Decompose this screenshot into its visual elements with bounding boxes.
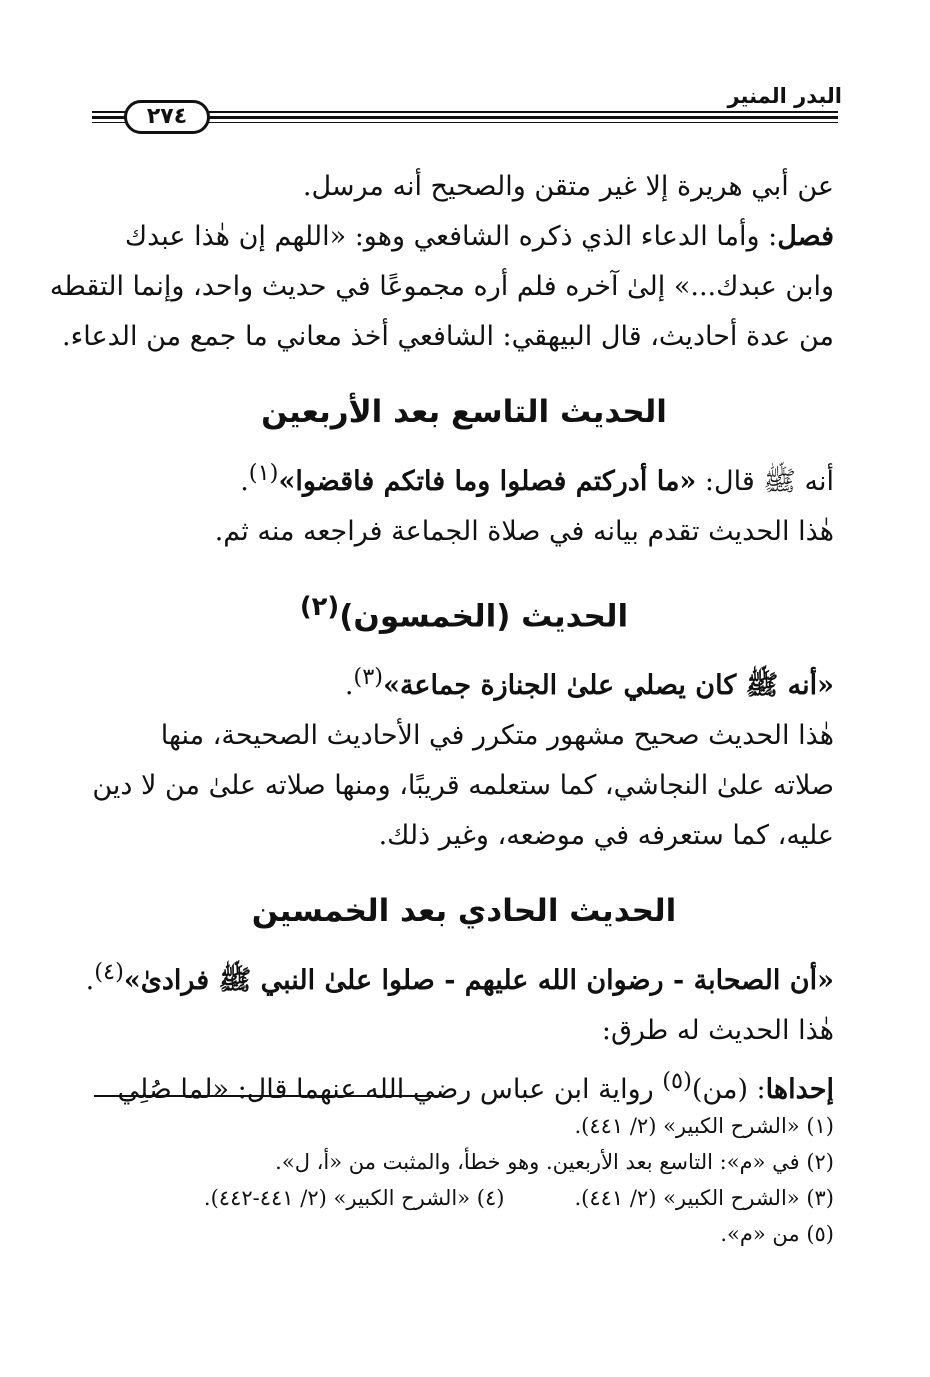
text-line: [94, 212, 834, 262]
text-line: وابن عبدك...» إلىٰ آخره فلم أره مجموعًا في حديث واحد، وإنما التقطه: [49, 271, 834, 302]
section-label: فصل: [777, 221, 834, 252]
footnote-row: [94, 1180, 834, 1216]
page-number-badge: ٢٧٤: [124, 100, 210, 134]
footnote-ref: (٥): [662, 1068, 692, 1095]
text-run: : وأما الدعاء الذي ذكره الشافعي وهو: «اللهم إن هٰذا عبدك: [124, 221, 778, 252]
hadith-quote: «أنه ﷺ كان يصلي علىٰ الجنازة جماعة»: [383, 670, 834, 702]
text-line: هٰذا الحديث صحيح مشهور متكرر في الأحاديث الصحيحة، منها: [160, 720, 834, 752]
running-header-title: البدر المنير: [727, 84, 842, 108]
footnote-ref: (١): [248, 460, 279, 486]
text-line: «أن الصحابة - رضوان الله عليهم - صلوا علىٰ النبي ﷺ فرادىٰ»$^{(٤)}$.: [85, 959, 834, 997]
text-line: أنه ﷺ قال: «ما أدركتم فصلوا وما فاتكم فاقضوا»$^{(١)}$.: [240, 460, 834, 497]
paragraph: [94, 652, 834, 861]
footnote: (٣) «الشرح الكبير» (٢/ ٤٤١).: [574, 1186, 834, 1210]
footnote: (٥) من «م».: [720, 1222, 834, 1246]
text-line: هٰذا الحديث له طرق:: [601, 1015, 834, 1047]
footnote-ref: (٣): [353, 664, 384, 691]
text-line: «أنه ﷺ كان يصلي علىٰ الجنازة جماعة»$^{(٣)}$.: [344, 664, 834, 702]
footnote: (١) «الشرح الكبير» (٢/ ٤٤١).: [574, 1114, 834, 1138]
paragraph: [49, 162, 834, 362]
hadith-quote: «أن الصحابة - رضوان الله عليهم - صلوا علىٰ النبي ﷺ فرادىٰ»: [123, 965, 834, 997]
footnote-separator: [94, 1095, 444, 1097]
text-line: [94, 1056, 834, 1115]
footnotes: [94, 1108, 834, 1252]
footnote-ref: (٤): [94, 959, 124, 986]
text-line: من عدة أحاديث، قال البيهقي: الشافعي أخذ معاني ما جمع من الدعاء.: [62, 321, 834, 352]
hadith-quote: «ما أدركتم فصلوا وما فاتكم فاقضوا»: [278, 466, 697, 497]
text-line: صلاته علىٰ النجاشي، كما ستعلمه قريبًا، ومنها صلاته علىٰ من لا دين: [92, 770, 834, 802]
main-text: [49, 162, 834, 1115]
section-heading: [94, 579, 834, 644]
text-run: رواية ابن عباس رضي الله عنهما قال: «لما صُلِي: [117, 1074, 663, 1106]
paragraph: [85, 947, 834, 1115]
footnote-ref: (٢): [299, 592, 340, 622]
section-heading: الحديث التاسع بعد الأربعين: [261, 394, 667, 430]
text-line: عن أبي هريرة إلا غير متقن والصحيح أنه مرسل.: [302, 171, 834, 202]
heading-text: الحديث (الخمسون): [339, 598, 629, 635]
section-heading: الحديث الحادي بعد الخمسين: [251, 893, 677, 930]
text-line: عليه، كما ستعرفه في موضعه، وغير ذلك.: [378, 820, 834, 852]
section-label: إحداها: [765, 1074, 834, 1106]
text-run: : (من): [691, 1074, 766, 1106]
paragraph: [94, 448, 834, 557]
footnote: (٤) «الشرح الكبير» (٢/ ٤٤١-٤٤٢).: [203, 1186, 505, 1210]
text-run: أنه ﷺ قال:: [696, 466, 834, 497]
footnote: (٢) في «م»: التاسع بعد الأربعين. وهو خطأ، والمثبت من «أ، ل».: [275, 1150, 834, 1174]
text-line: هٰذا الحديث تقدم بيانه في صلاة الجماعة فراجعه منه ثم.: [214, 516, 834, 547]
